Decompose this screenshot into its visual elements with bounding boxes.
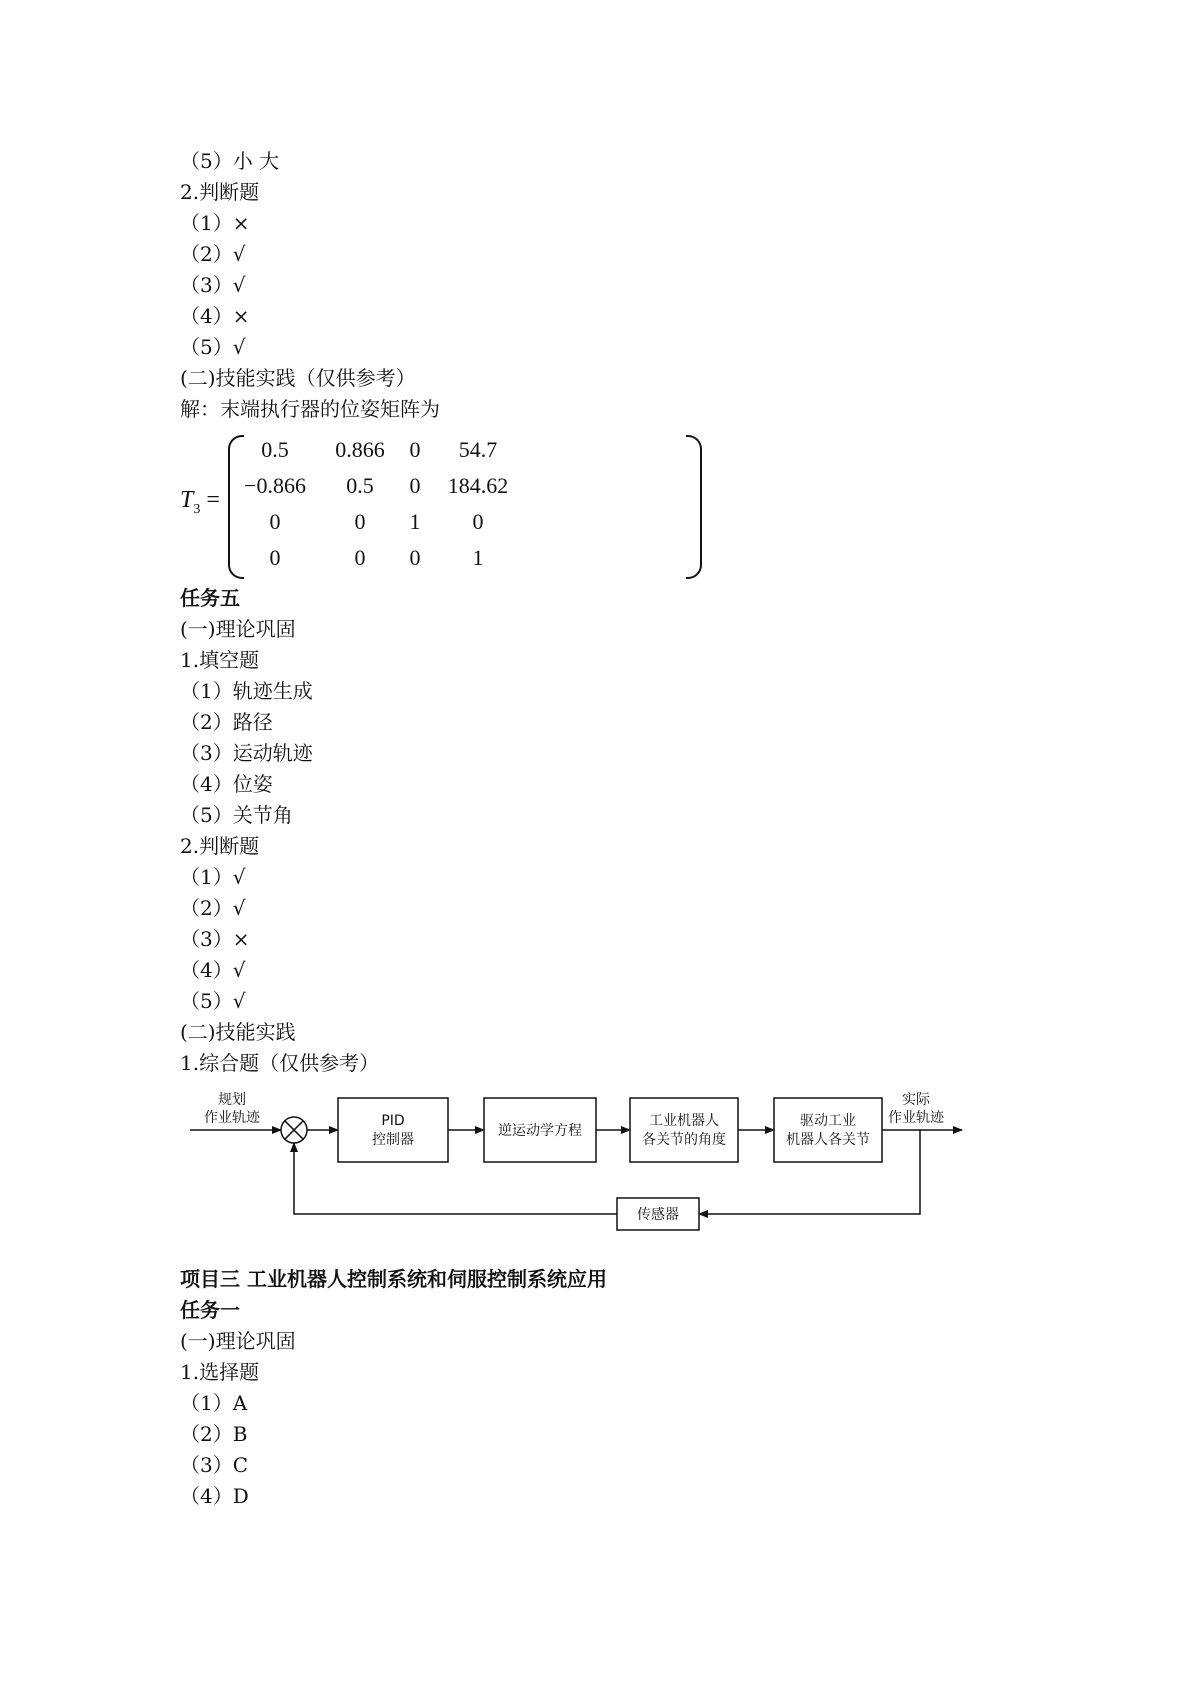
answer-line: （4）× [180, 304, 250, 328]
matrix-cell: 0 [354, 545, 366, 570]
answer-line: （5）关节角 [180, 803, 293, 827]
output-label-line2: 作业轨迹 [888, 1110, 944, 1126]
output-label-line1: 实际 [902, 1092, 930, 1108]
right-parenthesis [686, 435, 702, 579]
diagram-svg [180, 1088, 1010, 1238]
section-heading: (二)技能实践 [180, 1020, 296, 1044]
answer-line: （2）√ [180, 896, 246, 920]
matrix-equals: = [206, 487, 220, 513]
answer-line: （1）× [180, 211, 250, 235]
answer-line: （1）A [180, 1391, 248, 1415]
matrix-cell: 54.7 [458, 437, 498, 462]
summing-junction [281, 1117, 307, 1143]
project-heading: 项目三 工业机器人控制系统和伺服控制系统应用 [180, 1267, 607, 1291]
matrix-cell: 0 [409, 437, 421, 462]
matrix-cell: 0 [269, 509, 281, 534]
solution-intro: 解：末端执行器的位姿矩阵为 [180, 397, 440, 421]
task-heading: 任务五 [180, 586, 240, 610]
answer-line: （5）√ [180, 335, 246, 359]
matrix-cell: 0 [472, 509, 484, 534]
section-heading: (一)理论巩固 [180, 1329, 296, 1353]
inverse-kinematics-label: 逆运动学方程 [498, 1123, 582, 1139]
section-heading: (二)技能实践（仅供参考） [180, 366, 416, 390]
answer-line: （5）√ [180, 989, 246, 1013]
answer-line: （3）√ [180, 273, 246, 297]
matrix-cell: 0.866 [335, 437, 385, 462]
answer-line: （2）B [180, 1422, 248, 1446]
answer-line: （4）位姿 [180, 772, 273, 796]
joint-angles-label-line2: 各关节的角度 [642, 1132, 726, 1148]
matrix-cell: −0.866 [244, 473, 306, 498]
pid-label-line1: PID [381, 1113, 405, 1129]
matrix-cell: 0 [354, 509, 366, 534]
joint-angles-label-line1: 工业机器人 [649, 1113, 719, 1129]
answer-line: （5）小 大 [180, 149, 280, 173]
drive-joints-label-line2: 机器人各关节 [786, 1132, 870, 1148]
matrix-cell: 0 [409, 473, 421, 498]
matrix-label [180, 487, 220, 518]
matrix-cell: 1 [409, 509, 421, 534]
section-heading: 1.综合题（仅供参考） [180, 1051, 380, 1075]
matrix-cell: 1 [472, 545, 484, 570]
matrix-cell: 0 [409, 545, 421, 570]
answer-line: （4）D [180, 1484, 249, 1508]
section-heading: 1.选择题 [180, 1360, 260, 1384]
matrix-cell: 184.62 [447, 473, 509, 498]
answer-line: （3）运动轨迹 [180, 741, 313, 765]
pose-matrix [180, 433, 540, 579]
answer-line: （2）√ [180, 242, 246, 266]
section-heading: 1.填空题 [180, 648, 260, 672]
matrix-cell: 0 [269, 545, 281, 570]
section-heading: (一)理论巩固 [180, 617, 296, 641]
drive-joints-block [774, 1098, 882, 1162]
pid-block [338, 1098, 448, 1162]
answer-line: （3）C [180, 1453, 249, 1477]
answer-line: （2）路径 [180, 710, 273, 734]
control-block-diagram [180, 1088, 1010, 1238]
answer-line: （1）轨迹生成 [180, 679, 313, 703]
drive-joints-label-line1: 驱动工业 [800, 1113, 856, 1129]
input-label-line1: 规划 [218, 1092, 246, 1108]
task-heading: 任务一 [180, 1298, 240, 1322]
answer-line: （1）√ [180, 865, 246, 889]
matrix-subscript: 3 [193, 501, 201, 517]
section-heading: 2.判断题 [180, 180, 260, 204]
joint-angles-block [630, 1098, 738, 1162]
section-heading: 2.判断题 [180, 834, 260, 858]
answer-line: （3）× [180, 927, 250, 951]
matrix-cell: 0.5 [261, 437, 289, 462]
matrix-cell: 0.5 [346, 473, 374, 498]
input-label-line2: 作业轨迹 [204, 1110, 260, 1126]
pid-label-line2: 控制器 [372, 1132, 414, 1148]
sensor-label: 传感器 [637, 1207, 679, 1223]
answer-line: （4）√ [180, 958, 246, 982]
matrix-symbol: T [180, 487, 194, 513]
